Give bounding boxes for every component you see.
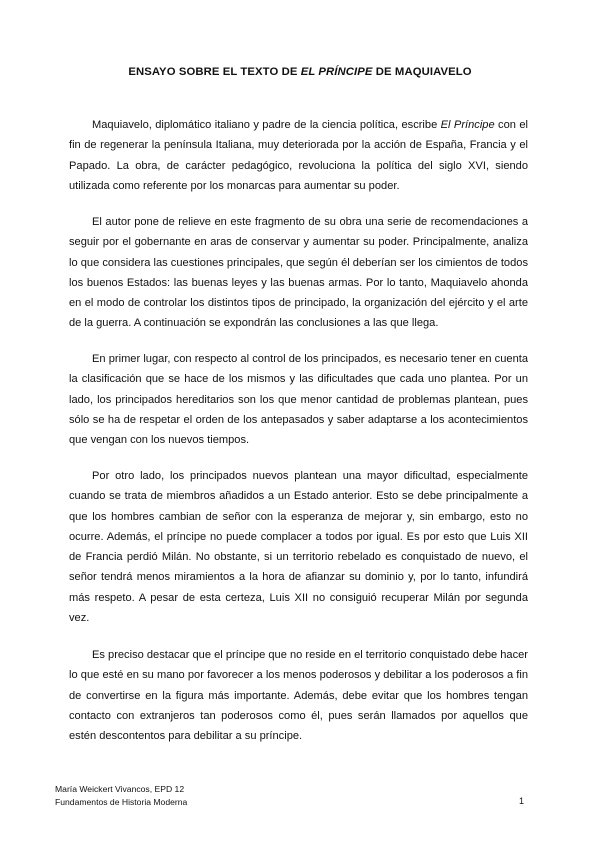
page-number: 1 <box>519 796 525 806</box>
page-footer <box>55 783 535 809</box>
paragraph-1 <box>69 115 528 196</box>
paragraph-5: Es preciso destacar que el príncipe que no reside en el territorio conquistado debe hacer lo que esté en su mano por favorecer a los menos poderosos y debilitar a los poderosos a fin de convertirse en la figura más importante. Además, debe evitar que los hombres tengan contacto con extranjeros tan poderosos como él, pues serán llamados por aquellos que estén descontentos para debilitar a su príncipe. <box>69 649 529 743</box>
title-text-start: ENSAYO SOBRE EL TEXTO DE <box>128 66 301 78</box>
footer-course: Fundamentos de Historia Moderna <box>55 797 188 807</box>
title-text-end: DE MAQUIAVELO <box>372 66 472 78</box>
footer-author: María Weickert Vivancos, EPD 12 <box>55 784 185 794</box>
paragraph-1-text-end: con el fin de regenerar la península Italiana, muy deteriorada por la acción de España, Francia y el Papado. La obra, de carácter pedagógico, revoluciona la política del siglo XVI, siendo utilizada como referente por los monarcas para aumentar su poder. <box>69 119 528 192</box>
paragraph-1-italic-title: El Príncipe <box>440 119 495 131</box>
paragraph-3: En primer lugar, con respecto al control de los principados, es necesario tener en cuenta la clasificación que se hace de los mismos y las dificultades que cada uno plantea. Por un lado, los principados hereditarios son los que menor cantidad de problemas plantean, pues sólo se ha de respetar el orden de los antepasados y saber adaptarse a los acontecimientos que vengan con los nuevos tiempos. <box>69 353 528 447</box>
title-italic-work: EL PRÍNCIPE <box>300 66 373 78</box>
paragraph-2: El autor pone de relieve en este fragmento de su obra una serie de recomendaciones a seguir por el gobernante en aras de conservar y aumentar su poder. Principalmente, analiza lo que considera las cuestiones principales, que según él deberían ser los cimientos de todos los buenos Estados: las buenas leyes y las buenas armas. Por lo tanto, Maquiavelo ahonda en el modo de controlar los distintos tipos de principado, la organización del ejército y el arte de la guerra. A continuación se expondrán las conclusiones a las que llega. <box>69 216 528 330</box>
document-title <box>60 66 540 78</box>
paragraph-4: Por otro lado, los principados nuevos plantean una mayor dificultad, especialmente cuando se trata de miembros añadidos a un Estado anterior. Esto se debe principalmente a que los hombres cambian de señor con la esperanza de mejorar y, sin embargo, esto no ocurre. Además, el príncipe no puede complacer a todos por igual. Es por esto que Luis XII de Francia perdió Milán. No obstante, si un territorio rebelado es conquistado de nuevo, el señor tendrá menos miramientos a la hora de afianzar su dominio y, por lo tanto, infundirá más respeto. A pesar de esta certeza, Luis XII no consiguió recuperar Milán por segunda vez. <box>69 470 528 625</box>
paragraph-1-text-start: Maquiavelo, diplomático italiano y padre de la ciencia política, escribe <box>92 119 441 131</box>
